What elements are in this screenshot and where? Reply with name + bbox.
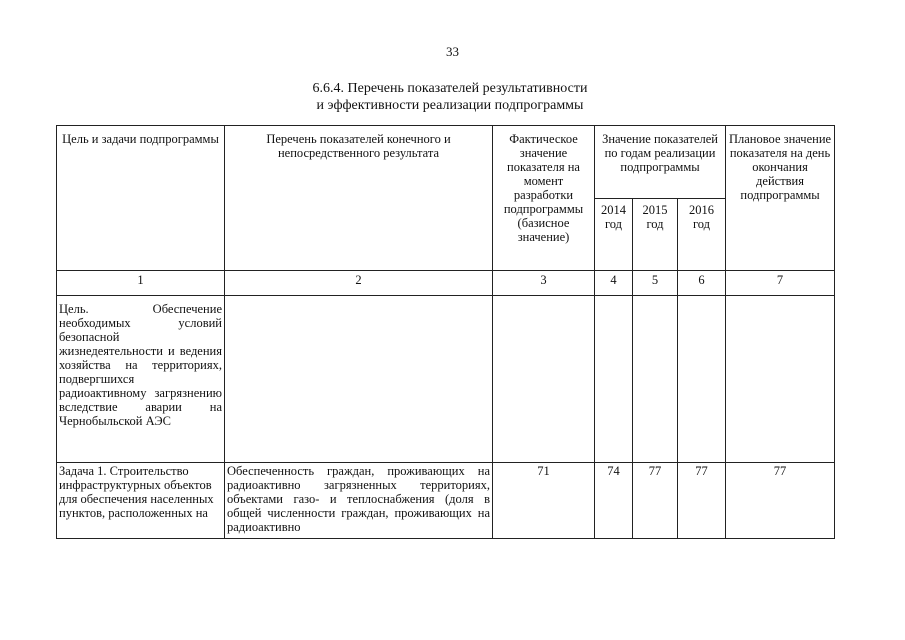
section-title-line-1: 6.6.4. Перечень показателей результативности: [312, 81, 588, 96]
value-2015: 77: [633, 463, 678, 539]
column-number: 2: [225, 271, 493, 296]
column-number: 5: [633, 271, 678, 296]
column-number: 1: [57, 271, 225, 296]
empty-cell: [633, 296, 678, 463]
header-year-2016: 2016 год: [678, 198, 726, 271]
value-2014: 74: [595, 463, 633, 539]
empty-cell: [678, 296, 726, 463]
value-2016: 77: [678, 463, 726, 539]
header-planned-value: Плановое значение показателя на день окончания действия подпрограммы: [726, 126, 835, 271]
planned-value: 77: [726, 463, 835, 539]
column-number: 7: [726, 271, 835, 296]
column-numbers-row: [57, 271, 835, 296]
task-row: [57, 463, 835, 539]
empty-cell: [493, 296, 595, 463]
column-number: 4: [595, 271, 633, 296]
column-number: 6: [678, 271, 726, 296]
page-number: 33: [446, 44, 459, 59]
empty-cell: [595, 296, 633, 463]
section-title: [200, 80, 700, 114]
empty-cell: [726, 296, 835, 463]
header-indicators: Перечень показателей конечного и непосредственного результата: [225, 126, 493, 271]
task-text: Задача 1. Строительство инфраструктурных объектов для обеспечения населенных пунктов, расположенных на: [57, 463, 225, 539]
actual-value: 71: [493, 463, 595, 539]
header-goals: Цель и задачи подпрограммы: [57, 126, 225, 271]
header-year-2015: 2015 год: [633, 198, 678, 271]
header-actual-value: Фактическое значение показателя на момент разработки подпрограммы (базисное значение): [493, 126, 595, 271]
indicator-text: Обеспеченность граждан, проживающих на радиоактивно загрязненных территориях, объектами газо- и теплоснабжения (доля в общей численности граждан, проживающих на радиоактивно: [225, 463, 493, 539]
indicators-table: [56, 125, 835, 539]
header-values-by-year: Значение показателей по годам реализации подпрограммы: [595, 126, 726, 199]
header-year-2014: 2014 год: [595, 198, 633, 271]
goal-row: [57, 296, 835, 463]
empty-cell: [225, 296, 493, 463]
column-number: 3: [493, 271, 595, 296]
section-title-line-2: и эффективности реализации подпрограммы: [316, 98, 584, 113]
goal-text: Цель. Обеспечение необходимых условий безопасной жизнедеятельности и ведения хозяйства на территориях, подвергшихся радиоактивному загрязнению вследствие аварии на Чернобыльской АЭС: [57, 296, 225, 463]
